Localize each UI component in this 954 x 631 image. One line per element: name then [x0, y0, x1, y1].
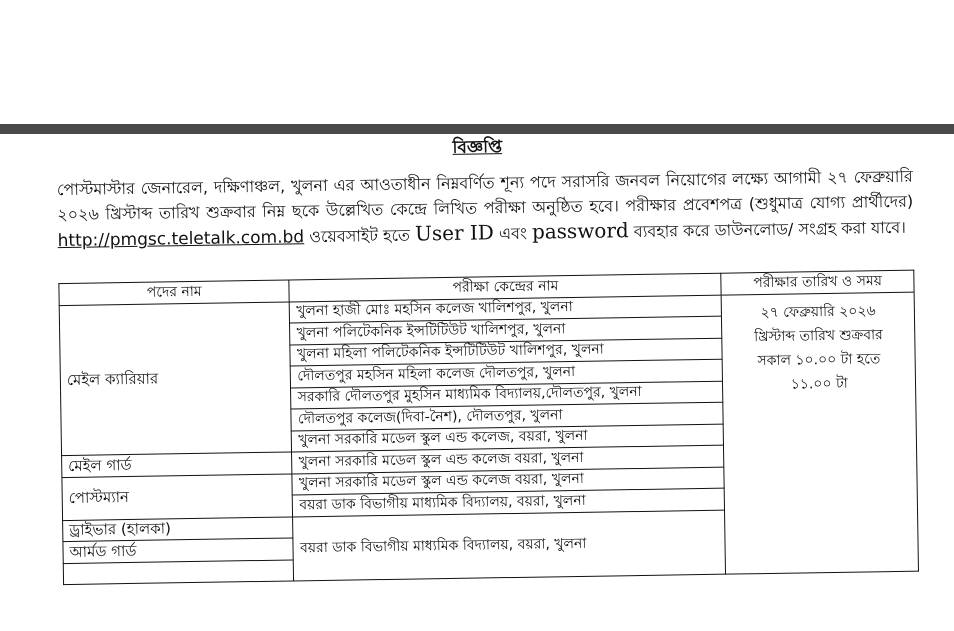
exam-center-cell: দৌলতপুর কলেজ(দিবা-নৈশ), দৌলতপুর, খুলনা	[291, 402, 723, 430]
post-name-cell: মেইল গার্ড	[62, 452, 293, 477]
post-name-cell: মেইল ক্যারিয়ার	[59, 301, 292, 455]
notice-body	[57, 164, 914, 254]
notice-text-intro: পোস্টমাস্টার জেনারেল, দক্ষিণাঞ্চল, খুলনা এর আওতাধীন নিম্নবর্ণিত শূন্য পদে সরাসরি জনবল নিয়োগের লক্ষ্যে আগামী ২৭ ফেব্রুয়ারি ২০২৬ খ্রিস্টাব্দ তারিখ শুক্রবার নিম্ন ছকে উল্লেখিত কেন্দ্রে লিখিত পরীক্ষা অনুষ্ঠিত হবে। পরীক্ষার প্রবেশপত্র (শুধুমাত্র যোগ্য প্রার্থীদের)	[56, 166, 914, 225]
post-name-cell: ড্রাইভার (হালকা)	[63, 516, 294, 541]
notice-document	[0, 119, 954, 631]
exam-center-cell: খুলনা সরকারি মডেল স্কুল এন্ড কলেজ, বয়রা, খুলনা	[292, 424, 724, 452]
teletalk-link[interactable]: http://pmgsc.teletalk.com.bd	[57, 227, 305, 252]
exam-date-time-cell	[722, 292, 919, 574]
notice-text-website: ওয়েবসাইট হতে	[309, 225, 411, 247]
exam-center-cell: খুলনা সরকারি মডেল স্কুল এন্ড কলেজ বয়রা, খুলনা	[292, 445, 724, 473]
notice-text-and: এবং	[498, 223, 528, 244]
password-text: password	[531, 218, 629, 244]
date-line: ১১.০০ টা	[790, 375, 848, 393]
date-line: সকাল ১০.০০ টা হতে	[757, 350, 881, 369]
exam-center-cell: বয়রা ডাক বিভাগীয় মাধ্যমিক বিদ্যালয়, বয়রা, খুলনা	[293, 510, 726, 581]
header-post-name: পদের নাম	[59, 280, 290, 305]
exam-center-cell: খুলনা পলিটেকনিক ইন্সটিটিউট খালিশপুর, খুলনা	[290, 316, 722, 344]
date-line: ২৭ ফেব্রুয়ারি ২০২৬	[760, 302, 876, 321]
exam-center-cell: খুলনা হাজী মোঃ মহসিন কলেজ খালিশপুর, খুলনা	[290, 295, 722, 323]
exam-schedule-table	[58, 270, 919, 585]
user-id-text: User ID	[414, 220, 494, 246]
notice-title: বিজ্ঞপ্তি	[452, 137, 503, 158]
post-name-cell	[63, 559, 294, 584]
header-exam-date-time: পরীক্ষার তারিখ ও সময়	[721, 270, 914, 295]
exam-center-cell: বয়রা ডাক বিভাগীয় মাধ্যমিক বিদ্যালয়, বয়রা, খুলনা	[293, 488, 725, 516]
header-exam-center: পরীক্ষা কেন্দ্রের নাম	[289, 273, 721, 301]
post-name-cell: আর্মড গার্ড	[63, 538, 294, 563]
exam-center-cell: খুলনা মহিলা পলিটেকনিক ইন্সটিটিউট খালিশপুর, খুলনা	[290, 338, 722, 366]
notice-text-download: ব্যবহার করে ডাউনলোড/ সংগ্রহ করা যাবে।	[633, 217, 907, 242]
exam-center-cell: খুলনা সরকারি মডেল স্কুল এন্ড কলেজ বয়রা, খুলনা	[292, 467, 724, 495]
post-name-cell: পোস্টম্যান	[62, 473, 293, 520]
date-line: খ্রিস্টাব্দ তারিখ শুক্রবার	[754, 326, 883, 345]
exam-center-cell: সরকারি দৌলতপুর মুহসিন মাধ্যমিক বিদ্যালয়,দৌলতপুর, খুলনা	[291, 381, 723, 409]
exam-center-cell: দৌলতপুর মহসিন মহিলা কলেজ দৌলতপুর, খুলনা	[291, 359, 723, 387]
